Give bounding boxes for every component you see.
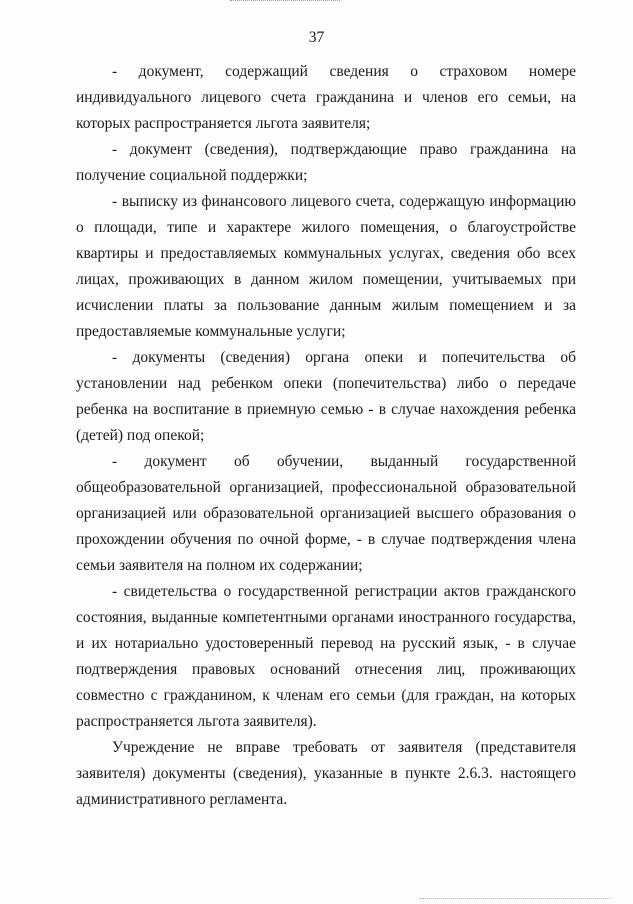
paragraph-guardianship: - документы (сведения) органа опеки и попечительства об установлении над ребенком опеки (попечительства) либо о передаче ребенка на воспитание в приемную семью - в случае нахождения ребенка (детей) под опекой; <box>76 349 576 444</box>
paragraph-civil-registration: - свидетельства о государственной регистрации актов гражданского состояния, выданные компетентными органами иностранного государства, и их нотариально удостоверенный перевод на русский язык, - в случае подтверждения правовых оснований отнесения лиц, проживающих совместно с гражданином, к членам его семьи (для граждан, на которых распространяется льгота заявителя). <box>76 583 576 730</box>
paragraph-social-support-right: - документ (сведения), подтверждающие право гражданина на получение социальной поддержки; <box>76 141 576 184</box>
paragraph-institution-restriction: Учреждение не вправе требовать от заявителя (представителя заявителя) документы (сведения), указанные в пункте 2.6.3. настоящего административного регламента. <box>76 739 576 808</box>
paragraph-education-document: - документ об обучении, выданный государственной общеобразовательной организацией, профессиональной образовательной организацией или образовательной организацией высшего образования о прохождении обучения по очной форме, - в случае подтверждения члена семьи заявителя на полном их содержании; <box>76 453 576 574</box>
scan-artifact-bottom <box>420 898 610 901</box>
document-body <box>76 59 576 813</box>
paragraph-account-statement: - выписку из финансового лицевого счета, содержащую информацию о площади, типе и характере жилого помещения, о благоустройстве квартиры и предоставляемых коммунальных услугах, сведения обо всех лицах, проживающих в данном жилом помещении, учитываемых при исчислении платы за пользование данным жилым помещением и за предоставляемые коммунальные услуги; <box>76 193 576 340</box>
paragraph-snils-document: - документ, содержащий сведения о страховом номере индивидуального лицевого счета гражданина и членов его семьи, на которых распространяется льгота заявителя; <box>76 63 576 132</box>
page-number: 37 <box>308 29 325 46</box>
scan-artifact-top <box>230 0 340 4</box>
